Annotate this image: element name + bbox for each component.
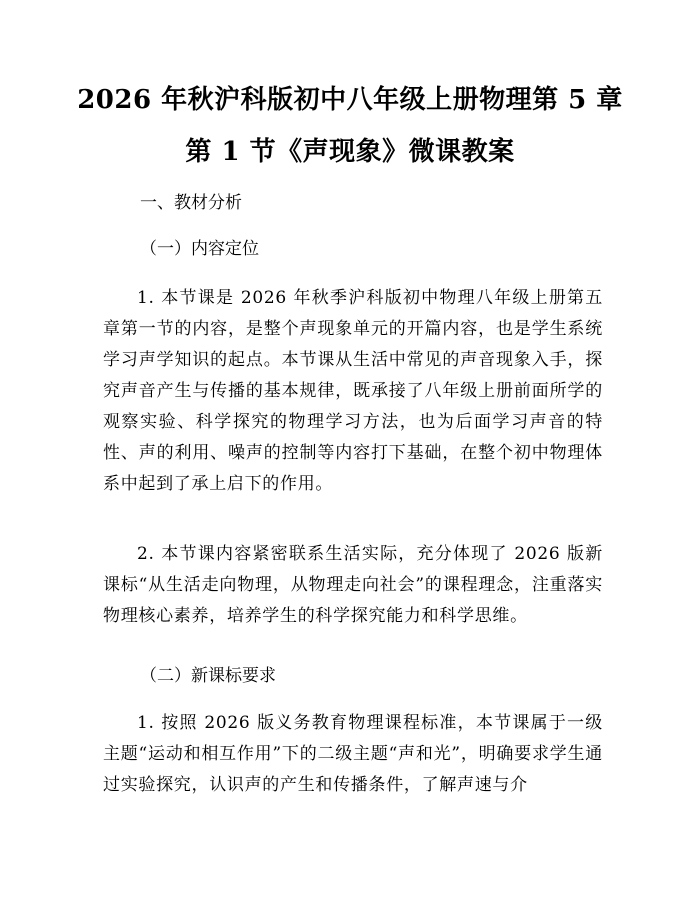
subsection-heading-curriculum-requirements: （二）新课标要求	[140, 666, 276, 686]
paragraph-curriculum-requirements-1: 1. 按照 2026 版义务教育物理课程标准，本节课属于一级主题“运动和相互作用”下的二级主题“声和光”，明确要求学生通过实验探究，认识声的产生和传播条件，了解声速与介	[103, 713, 603, 795]
subsection-heading-content-positioning: （一）内容定位	[140, 239, 259, 259]
section-heading-textbook-analysis: 一、教材分析	[140, 193, 242, 213]
document-title-line-2: 第 1 节《声现象》微课教案	[185, 137, 515, 167]
paragraph-content-positioning-2: 2. 本节课内容紧密联系生活实际，充分体现了 2026 版新课标“从生活走向物理，从物理走向社会”的课程理念，注重落实物理核心素养，培养学生的科学探究能力和科学思维。	[103, 544, 603, 626]
paragraph-content-positioning-1: 1. 本节课是 2026 年秋季沪科版初中物理八年级上册第五章第一节的内容，是整个声现象单元的开篇内容，也是学生系统学习声学知识的起点。本节课从生活中常见的声音现象入手，探究声音产生与传播的基本规律，既承接了八年级上册前面所学的观察实验、科学探究的物理学习方法，也为后面学习声音的特性、声的利用、噪声的控制等内容打下基础，在整个初中物理体系中起到了承上启下的作用。	[103, 288, 603, 494]
document-title-line-1: 2026 年秋沪科版初中八年级上册物理第 5 章	[77, 85, 623, 115]
